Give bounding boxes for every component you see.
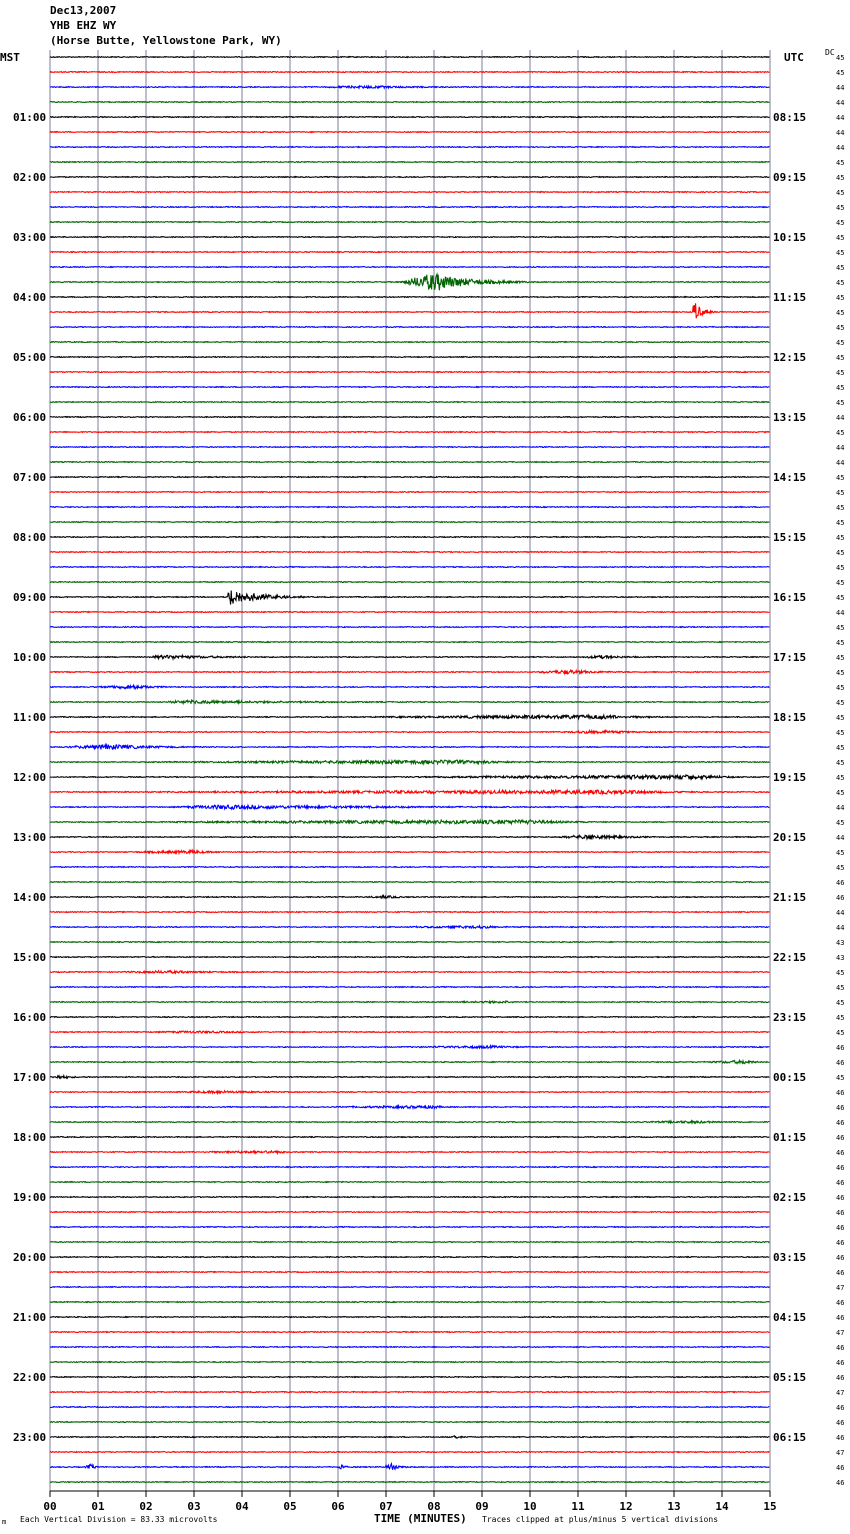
x-tick-label-02: 02 <box>139 1500 153 1513</box>
trace-28 <box>50 477 769 478</box>
dc-offset-33: 45 <box>836 549 845 557</box>
trace-58 <box>50 926 769 929</box>
trace-7 <box>50 162 769 163</box>
dc-offset-15: 45 <box>836 279 845 287</box>
trace-57 <box>50 912 769 913</box>
dc-offset-84: 46 <box>836 1314 845 1322</box>
trace-18 <box>50 327 769 328</box>
right-time-label-4: 11:15 <box>773 291 807 304</box>
dc-offset-11: 45 <box>836 219 845 227</box>
trace-9 <box>50 192 769 193</box>
trace-45 <box>50 730 769 733</box>
trace-84 <box>50 1317 769 1318</box>
trace-44 <box>50 715 769 719</box>
trace-55 <box>50 882 769 883</box>
dc-offset-41: 45 <box>836 669 845 677</box>
trace-31 <box>50 522 769 523</box>
dc-offset-26: 44 <box>836 444 845 452</box>
dc-offset-25: 45 <box>836 429 845 437</box>
right-time-label-8: 15:15 <box>773 531 807 544</box>
left-time-label-15: 15:00 <box>13 951 47 964</box>
trace-27 <box>50 462 769 463</box>
trace-41 <box>50 670 769 674</box>
right-time-label-13: 20:15 <box>773 831 807 844</box>
right-time-label-21: 04:15 <box>773 1311 807 1324</box>
right-time-label-12: 19:15 <box>773 771 807 784</box>
trace-36 <box>50 591 769 605</box>
right-timezone-label: UTC <box>784 51 804 64</box>
trace-10 <box>50 207 769 208</box>
left-time-label-19: 19:00 <box>13 1191 47 1204</box>
plot-date: Dec13,2007 <box>50 4 117 17</box>
dc-offset-55: 46 <box>836 879 845 887</box>
left-time-label-14: 14:00 <box>13 891 47 904</box>
dc-offset-header: DC <box>825 48 835 57</box>
trace-26 <box>50 447 769 448</box>
dc-offset-83: 46 <box>836 1299 845 1307</box>
x-tick-label-05: 05 <box>283 1500 297 1513</box>
trace-49 <box>50 790 769 794</box>
left-time-label-1: 01:00 <box>13 111 47 124</box>
trace-69 <box>50 1091 769 1093</box>
dc-offset-0: 45 <box>836 54 845 62</box>
dc-offset-58: 44 <box>836 924 845 932</box>
dc-offset-3: 44 <box>836 99 845 107</box>
dc-offset-42: 45 <box>836 684 845 692</box>
dc-offset-13: 45 <box>836 249 845 257</box>
dc-offset-75: 46 <box>836 1179 845 1187</box>
dc-offset-34: 45 <box>836 564 845 572</box>
trace-60 <box>50 957 769 958</box>
right-time-label-9: 16:15 <box>773 591 807 604</box>
trace-76 <box>50 1197 769 1198</box>
dc-offset-82: 47 <box>836 1284 845 1292</box>
trace-24 <box>50 417 769 418</box>
trace-85 <box>50 1332 769 1333</box>
right-time-label-18: 01:15 <box>773 1131 807 1144</box>
trace-21 <box>50 372 769 373</box>
x-tick-label-06: 06 <box>331 1500 345 1513</box>
trace-67 <box>50 1061 769 1064</box>
left-time-label-13: 13:00 <box>13 831 47 844</box>
left-time-label-20: 20:00 <box>13 1251 47 1264</box>
trace-43 <box>50 700 769 703</box>
trace-35 <box>50 582 769 583</box>
trace-80 <box>50 1257 769 1258</box>
dc-offset-93: 47 <box>836 1449 845 1457</box>
right-time-label-7: 14:15 <box>773 471 807 484</box>
right-time-label-16: 23:15 <box>773 1011 807 1024</box>
trace-68 <box>50 1076 769 1079</box>
trace-62 <box>50 987 769 988</box>
dc-offset-77: 46 <box>836 1209 845 1217</box>
dc-offset-66: 46 <box>836 1044 845 1052</box>
trace-75 <box>50 1182 769 1183</box>
left-time-label-21: 21:00 <box>13 1311 47 1324</box>
dc-offset-60: 43 <box>836 954 845 962</box>
trace-79 <box>50 1242 769 1243</box>
dc-offset-95: 46 <box>836 1479 845 1487</box>
plot-location: (Horse Butte, Yellowstone Park, WY) <box>50 34 282 47</box>
dc-offset-52: 44 <box>836 834 845 842</box>
left-time-label-2: 02:00 <box>13 171 47 184</box>
dc-offset-67: 46 <box>836 1059 845 1067</box>
dc-offset-59: 43 <box>836 939 845 947</box>
dc-offset-45: 45 <box>836 729 845 737</box>
trace-77 <box>50 1212 769 1213</box>
plot-station: YHB EHZ WY <box>50 19 117 32</box>
trace-29 <box>50 492 769 493</box>
dc-offset-88: 46 <box>836 1374 845 1382</box>
dc-offset-69: 46 <box>836 1089 845 1097</box>
trace-37 <box>50 612 769 613</box>
right-time-label-23: 06:15 <box>773 1431 807 1444</box>
left-time-label-12: 12:00 <box>13 771 47 784</box>
trace-89 <box>50 1392 769 1393</box>
trace-5 <box>50 132 769 133</box>
dc-offset-18: 45 <box>836 324 845 332</box>
trace-48 <box>50 775 769 779</box>
trace-51 <box>50 820 769 824</box>
left-timezone-label: MST <box>0 51 20 64</box>
trace-46 <box>50 745 769 750</box>
right-time-label-3: 10:15 <box>773 231 807 244</box>
left-time-label-3: 03:00 <box>13 231 47 244</box>
dc-offset-43: 45 <box>836 699 845 707</box>
right-time-label-22: 05:15 <box>773 1371 807 1384</box>
x-tick-label-01: 01 <box>91 1500 105 1513</box>
trace-82 <box>50 1287 769 1288</box>
trace-65 <box>50 1031 769 1033</box>
dc-offset-54: 45 <box>836 864 845 872</box>
trace-78 <box>50 1227 769 1228</box>
dc-offset-20: 45 <box>836 354 845 362</box>
dc-offset-4: 44 <box>836 114 845 122</box>
dc-offset-22: 45 <box>836 384 845 392</box>
trace-72 <box>50 1137 769 1138</box>
trace-53 <box>50 850 769 853</box>
right-time-label-14: 21:15 <box>773 891 807 904</box>
dc-offset-89: 47 <box>836 1389 845 1397</box>
dc-offset-81: 46 <box>836 1269 845 1277</box>
dc-offset-71: 46 <box>836 1119 845 1127</box>
trace-63 <box>50 1001 769 1003</box>
trace-66 <box>50 1046 769 1049</box>
dc-offset-49: 45 <box>836 789 845 797</box>
trace-70 <box>50 1105 769 1108</box>
left-time-label-5: 05:00 <box>13 351 47 364</box>
x-tick-label-08: 08 <box>427 1500 441 1513</box>
dc-offset-53: 45 <box>836 849 845 857</box>
dc-offset-2: 44 <box>836 84 845 92</box>
x-tick-label-14: 14 <box>715 1500 729 1513</box>
dc-offset-37: 44 <box>836 609 845 617</box>
dc-offset-36: 45 <box>836 594 845 602</box>
left-time-label-23: 23:00 <box>13 1431 47 1444</box>
dc-offset-39: 45 <box>836 639 845 647</box>
x-tick-label-00: 00 <box>43 1500 57 1513</box>
left-time-label-10: 10:00 <box>13 651 47 664</box>
trace-23 <box>50 402 769 403</box>
trace-50 <box>50 805 769 809</box>
x-tick-label-09: 09 <box>475 1500 489 1513</box>
right-time-label-20: 03:15 <box>773 1251 807 1264</box>
dc-offset-80: 46 <box>836 1254 845 1262</box>
dc-offset-90: 46 <box>836 1404 845 1412</box>
trace-83 <box>50 1302 769 1303</box>
trace-8 <box>50 177 769 178</box>
left-time-label-6: 06:00 <box>13 411 47 424</box>
dc-offset-85: 47 <box>836 1329 845 1337</box>
left-time-label-8: 08:00 <box>13 531 47 544</box>
right-time-label-11: 18:15 <box>773 711 807 724</box>
dc-offset-51: 45 <box>836 819 845 827</box>
dc-offset-29: 45 <box>836 489 845 497</box>
trace-86 <box>50 1347 769 1348</box>
trace-94 <box>50 1464 769 1470</box>
right-time-label-5: 12:15 <box>773 351 807 364</box>
dc-offset-6: 44 <box>836 144 845 152</box>
dc-offset-35: 45 <box>836 579 845 587</box>
dc-offset-91: 46 <box>836 1419 845 1427</box>
dc-offset-14: 45 <box>836 264 845 272</box>
dc-offset-24: 44 <box>836 414 845 422</box>
x-tick-label-12: 12 <box>619 1500 633 1513</box>
dc-offset-64: 45 <box>836 1014 845 1022</box>
right-time-label-6: 13:15 <box>773 411 807 424</box>
trace-64 <box>50 1017 769 1018</box>
trace-92 <box>50 1436 769 1438</box>
dc-offset-5: 44 <box>836 129 845 137</box>
left-time-label-11: 11:00 <box>13 711 47 724</box>
left-time-label-17: 17:00 <box>13 1071 47 1084</box>
right-time-label-2: 09:15 <box>773 171 807 184</box>
trace-95 <box>50 1482 769 1483</box>
right-time-label-10: 17:15 <box>773 651 807 664</box>
trace-20 <box>50 357 769 358</box>
dc-offset-62: 45 <box>836 984 845 992</box>
left-time-label-18: 18:00 <box>13 1131 47 1144</box>
dc-offset-46: 45 <box>836 744 845 752</box>
left-time-label-22: 22:00 <box>13 1371 47 1384</box>
dc-offset-19: 45 <box>836 339 845 347</box>
trace-93 <box>50 1452 769 1453</box>
right-time-label-17: 00:15 <box>773 1071 807 1084</box>
trace-42 <box>50 685 769 688</box>
left-time-label-4: 04:00 <box>13 291 47 304</box>
left-time-label-9: 09:00 <box>13 591 47 604</box>
dc-offset-48: 45 <box>836 774 845 782</box>
dc-offset-86: 46 <box>836 1344 845 1352</box>
dc-offset-21: 45 <box>836 369 845 377</box>
trace-34 <box>50 567 769 568</box>
left-time-label-7: 07:00 <box>13 471 47 484</box>
dc-offset-32: 45 <box>836 534 845 542</box>
trace-33 <box>50 552 769 553</box>
left-time-label-16: 16:00 <box>13 1011 47 1024</box>
dc-offset-70: 46 <box>836 1104 845 1112</box>
trace-74 <box>50 1167 769 1168</box>
x-axis-title: TIME (MINUTES) <box>374 1512 467 1525</box>
trace-47 <box>50 760 769 764</box>
right-time-label-19: 02:15 <box>773 1191 807 1204</box>
dc-offset-31: 45 <box>836 519 845 527</box>
trace-52 <box>50 835 769 839</box>
trace-39 <box>50 642 769 643</box>
trace-17 <box>50 303 769 318</box>
trace-59 <box>50 942 769 943</box>
trace-16 <box>50 297 769 298</box>
trace-2 <box>50 86 769 88</box>
trace-32 <box>50 537 769 538</box>
dc-offset-23: 45 <box>836 399 845 407</box>
trace-19 <box>50 342 769 343</box>
dc-offset-61: 45 <box>836 969 845 977</box>
dc-offset-27: 44 <box>836 459 845 467</box>
trace-12 <box>50 237 769 238</box>
trace-73 <box>50 1151 769 1153</box>
trace-15 <box>50 274 769 290</box>
right-time-label-1: 08:15 <box>773 111 807 124</box>
dc-offset-87: 46 <box>836 1359 845 1367</box>
dc-offset-65: 45 <box>836 1029 845 1037</box>
trace-81 <box>50 1272 769 1273</box>
x-tick-label-04: 04 <box>235 1500 249 1513</box>
dc-offset-44: 45 <box>836 714 845 722</box>
dc-offset-8: 45 <box>836 174 845 182</box>
trace-71 <box>50 1121 769 1123</box>
trace-25 <box>50 432 769 433</box>
trace-91 <box>50 1422 769 1423</box>
x-tick-label-11: 11 <box>571 1500 585 1513</box>
trace-11 <box>50 222 769 223</box>
dc-offset-17: 45 <box>836 309 845 317</box>
trace-0 <box>50 57 769 58</box>
corner-mark: m <box>2 1518 7 1526</box>
dc-offset-56: 46 <box>836 894 845 902</box>
dc-offset-63: 45 <box>836 999 845 1007</box>
dc-offset-73: 46 <box>836 1149 845 1157</box>
dc-offset-72: 46 <box>836 1134 845 1142</box>
x-tick-label-13: 13 <box>667 1500 681 1513</box>
right-time-label-15: 22:15 <box>773 951 807 964</box>
trace-90 <box>50 1407 769 1408</box>
dc-offset-1: 45 <box>836 69 845 77</box>
trace-3 <box>50 102 769 103</box>
x-tick-label-10: 10 <box>523 1500 537 1513</box>
trace-4 <box>50 117 769 118</box>
dc-offset-12: 45 <box>836 234 845 242</box>
x-tick-label-07: 07 <box>379 1500 393 1513</box>
dc-offset-92: 46 <box>836 1434 845 1442</box>
dc-offset-16: 45 <box>836 294 845 302</box>
trace-61 <box>50 971 769 974</box>
trace-54 <box>50 867 769 868</box>
x-tick-label-15: 15 <box>763 1500 777 1513</box>
dc-offset-9: 45 <box>836 189 845 197</box>
dc-offset-74: 46 <box>836 1164 845 1172</box>
dc-offset-10: 45 <box>836 204 845 212</box>
dc-offset-7: 45 <box>836 159 845 167</box>
trace-30 <box>50 507 769 508</box>
x-tick-label-03: 03 <box>187 1500 201 1513</box>
dc-offset-57: 44 <box>836 909 845 917</box>
dc-offset-79: 46 <box>836 1239 845 1247</box>
dc-offset-30: 45 <box>836 504 845 512</box>
scale-note: Each Vertical Division = 83.33 microvolts <box>20 1515 218 1524</box>
trace-88 <box>50 1377 769 1378</box>
trace-13 <box>50 252 769 253</box>
trace-6 <box>50 147 769 148</box>
trace-1 <box>50 72 769 73</box>
dc-offset-76: 46 <box>836 1194 845 1202</box>
trace-87 <box>50 1362 769 1363</box>
dc-offset-94: 46 <box>836 1464 845 1472</box>
dc-offset-47: 45 <box>836 759 845 767</box>
dc-offset-78: 46 <box>836 1224 845 1232</box>
dc-offset-50: 44 <box>836 804 845 812</box>
dc-offset-40: 45 <box>836 654 845 662</box>
dc-offset-38: 45 <box>836 624 845 632</box>
clip-note: Traces clipped at plus/minus 5 vertical divisions <box>482 1515 719 1524</box>
dc-offset-28: 45 <box>836 474 845 482</box>
trace-56 <box>50 896 769 899</box>
trace-38 <box>50 627 769 628</box>
trace-14 <box>50 267 769 268</box>
dc-offset-68: 45 <box>836 1074 845 1082</box>
trace-40 <box>50 655 769 659</box>
trace-22 <box>50 387 769 388</box>
